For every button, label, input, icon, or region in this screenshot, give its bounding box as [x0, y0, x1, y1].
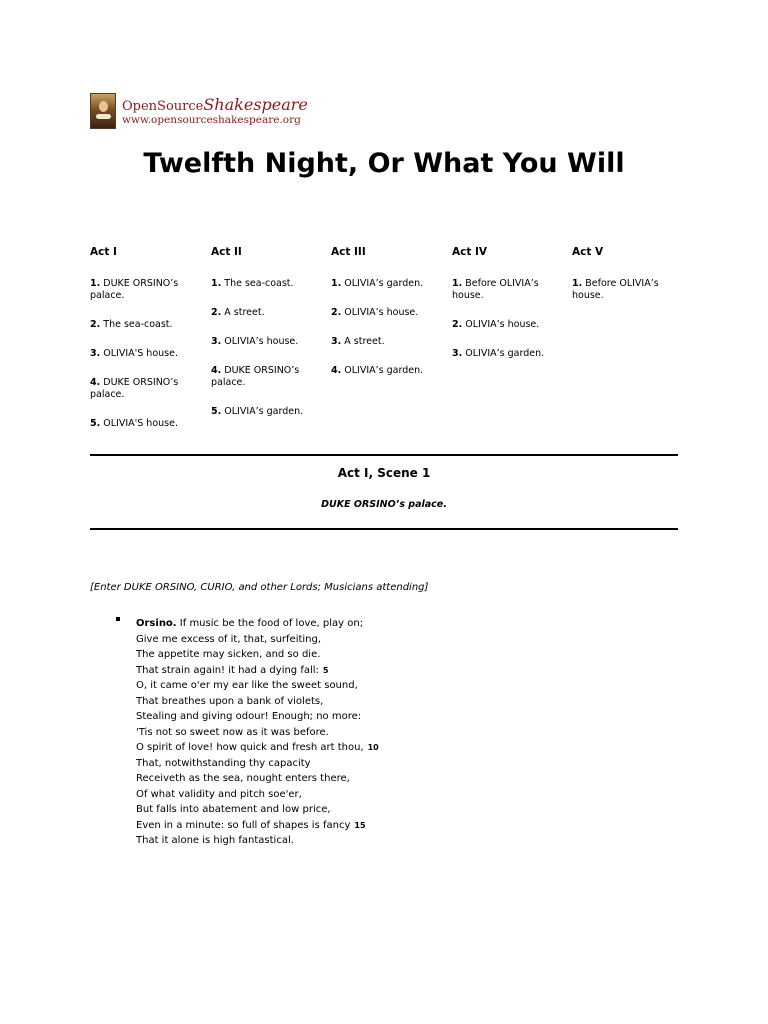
verse-text: Stealing and giving odour! Enough; no more:	[136, 711, 362, 722]
verse-text: That it alone is high fantastical.	[136, 835, 294, 846]
scene-number: 1.	[331, 278, 342, 289]
scene-number: 2.	[90, 319, 101, 330]
scene-link[interactable]	[331, 307, 435, 319]
scene-link[interactable]	[452, 278, 556, 302]
scene-label: OLIVIA’s house.	[465, 319, 540, 330]
scene-label: OLIVIA'S house.	[103, 348, 178, 359]
verse-line	[136, 632, 536, 648]
verse-text: That strain again! it had a dying fall:	[136, 664, 319, 676]
logo-brand: OpenSourceShakespeare	[122, 94, 308, 114]
act-column	[331, 246, 435, 394]
verse-line	[136, 678, 536, 694]
page-title: Twelfth Night, Or What You Will	[143, 148, 625, 179]
scene-label: DUKE ORSINO’s palace.	[211, 365, 300, 388]
scene-heading: Act I, Scene 1	[337, 466, 431, 480]
speaker-name[interactable]: Orsino.	[136, 618, 177, 629]
verse-text: If music be the food of love, play on;	[179, 618, 364, 629]
scene-label: Before OLIVIA’s house.	[452, 278, 539, 301]
scene-label: OLIVIA’s garden.	[344, 278, 424, 289]
verse-line	[136, 833, 536, 849]
scene-number: 3.	[211, 336, 222, 347]
scene-label: OLIVIA’s garden.	[224, 406, 304, 417]
scene-number: 5.	[90, 418, 101, 429]
scene-link[interactable]	[452, 319, 556, 331]
verse-text: Receiveth as the sea, nought enters there,	[136, 773, 350, 784]
scene-label: The sea-coast.	[103, 319, 173, 330]
scene-label: OLIVIA’s house.	[224, 336, 299, 347]
scene-label: DUKE ORSINO’s palace.	[90, 377, 179, 400]
scene-link[interactable]	[90, 348, 194, 360]
scene-location: DUKE ORSINO’s palace.	[321, 499, 447, 510]
verse-line	[136, 709, 536, 725]
verse-line	[136, 740, 536, 756]
act-column	[452, 246, 556, 377]
scene-number: 3.	[331, 336, 342, 347]
scene-number: 2.	[331, 307, 342, 318]
scene-link[interactable]	[452, 348, 556, 360]
scene-number: 1.	[90, 278, 101, 289]
scene-label: OLIVIA’s garden.	[344, 365, 424, 376]
scene-label: The sea-coast.	[224, 278, 294, 289]
verse-text: But falls into abatement and low price,	[136, 804, 331, 815]
verse-text: 'Tis not so sweet now as it was before.	[136, 726, 329, 738]
scene-number: 3.	[452, 348, 463, 359]
scene-link[interactable]	[331, 336, 435, 348]
scene-label: OLIVIA'S house.	[103, 418, 178, 429]
line-number: 15	[354, 820, 366, 830]
scene-link[interactable]	[211, 278, 315, 290]
verse-line	[136, 647, 536, 663]
scene-link[interactable]	[211, 365, 315, 389]
scene-link[interactable]	[90, 278, 194, 302]
verse-text: Of what validity and pitch soe'er,	[136, 788, 302, 800]
scene-number: 2.	[211, 307, 222, 318]
scene-number: 4.	[90, 377, 101, 388]
logo-text	[122, 94, 308, 126]
act-heading: Act III	[331, 246, 366, 258]
scene-number: 4.	[211, 365, 222, 376]
scene-link[interactable]	[331, 365, 435, 377]
scene-link[interactable]	[331, 278, 435, 290]
verse-text: The appetite may sicken, and so die.	[136, 649, 321, 660]
scene-link[interactable]	[211, 307, 315, 319]
scene-number: 1.	[572, 278, 583, 289]
scene-link[interactable]	[572, 278, 676, 302]
line-number: 10	[367, 743, 379, 752]
line-number: 5	[322, 665, 329, 675]
scene-number: 1.	[452, 278, 463, 289]
scene-link[interactable]	[90, 319, 194, 331]
logo-url[interactable]: www.opensourceshakespeare.org	[122, 113, 301, 126]
scene-link[interactable]	[90, 377, 194, 401]
verse-line	[136, 756, 536, 772]
divider-top	[90, 454, 678, 456]
verse-text: That breathes upon a bank of violets,	[136, 695, 324, 707]
site-logo[interactable]	[90, 93, 308, 129]
verse-line	[136, 694, 536, 710]
scene-label: OLIVIA’s house.	[344, 307, 419, 318]
scene-label: OLIVIA’s garden.	[465, 348, 545, 359]
scene-number: 1.	[211, 278, 222, 289]
stage-direction: [Enter DUKE ORSINO, CURIO, and other Lords; Musicians attending]	[90, 582, 429, 593]
act-heading: Act II	[211, 246, 242, 258]
verse-line	[136, 802, 536, 818]
act-heading: Act I	[90, 246, 117, 258]
verse-text: That, notwithstanding thy capacity	[136, 757, 311, 769]
act-column	[90, 246, 194, 447]
scene-link[interactable]	[90, 418, 194, 430]
verse-line	[136, 771, 536, 787]
verse-line	[136, 787, 536, 803]
verse-line	[136, 616, 536, 632]
scene-number: 5.	[211, 406, 222, 417]
verse-text: Give me excess of it, that, surfeiting,	[136, 633, 322, 645]
scene-number: 3.	[90, 348, 101, 359]
scene-number: 4.	[331, 365, 342, 376]
scene-label: A street.	[344, 336, 385, 347]
shakespeare-portrait-icon	[90, 93, 116, 129]
act-column	[572, 246, 676, 319]
scene-label: DUKE ORSINO’s palace.	[90, 278, 179, 301]
verse-line	[136, 818, 536, 834]
act-column	[211, 246, 315, 435]
scene-link[interactable]	[211, 406, 315, 418]
scene-label: A street.	[224, 307, 265, 318]
speech-lines	[136, 616, 536, 849]
verse-text: O, it came o'er my ear like the sweet sound,	[136, 680, 358, 691]
scene-label: Before OLIVIA’s house.	[572, 278, 659, 301]
verse-text: O spirit of love! how quick and fresh art thou,	[136, 742, 364, 753]
act-heading: Act IV	[452, 246, 488, 258]
verse-text: Even in a minute: so full of shapes is fancy	[136, 819, 351, 831]
verse-line	[136, 663, 536, 679]
act-heading: Act V	[572, 246, 604, 258]
scene-number: 2.	[452, 319, 463, 330]
bullet-icon	[116, 617, 120, 621]
verse-line	[136, 725, 536, 741]
divider-bottom	[90, 528, 678, 530]
scene-link[interactable]	[211, 336, 315, 348]
